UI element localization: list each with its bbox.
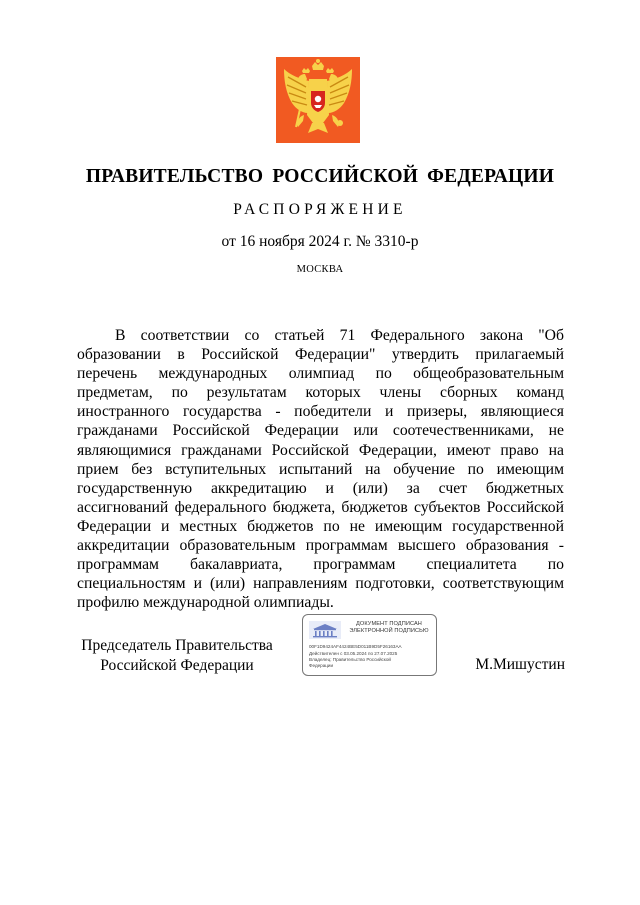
document-type: РАСПОРЯЖЕНИЕ	[233, 201, 407, 218]
stamp-owner-line-2: Федерации	[309, 663, 334, 668]
stamp-title-line-1: ДОКУМЕНТ ПОДПИСАН	[356, 621, 422, 627]
signatory-position-line-1: Председатель Правительства	[81, 637, 273, 654]
document-city: МОСКВА	[296, 264, 344, 275]
stamp-certificate-number: 00F1D9424AF4424BE5D011B9D5F26163AA	[309, 644, 402, 649]
signatory-position	[77, 636, 277, 676]
signatory-name: М.Мишустин	[475, 656, 565, 673]
government-title: ПРАВИТЕЛЬСТВО РОССИЙСКОЙ ФЕДЕРАЦИИ	[85, 166, 555, 187]
russian-coat-of-arms-icon	[276, 57, 360, 143]
stamp-validity-period: Действителен с 03.05.2024 по 27.07.2025	[309, 651, 398, 656]
stamp-title-line-2: ЭЛЕКТРОННОЙ ПОДПИСЬЮ	[349, 628, 429, 634]
electronic-signature-stamp	[302, 614, 437, 676]
stamp-title	[343, 621, 435, 635]
building-emblem-icon	[309, 621, 341, 639]
signatory-position-line-2: Российской Федерации	[100, 657, 254, 674]
order-body-paragraph: В соответствии со статьей 71 Федерального закона "Об образовании в Российской Федерации" утвердить прилагаемый перечень международных олимпиад по общеобразовательным предметам, по результатам которых члены сборных команд иностранного государства - победители и призеры, являющиеся гражданами Российской Федерации или соотечественниками, не являющимися гражданами Российской Федерации, имеют право на прием без вступительных испытаний на обучение по имеющим государственную аккредитацию и (или) за счет бюджетных ассигнований федерального бюджета, бюджетов субъектов Российской Федерации и местных бюджетов по не имеющим государственной аккредитации образовательным программам высшего образования - программам бакалавриата, программам специалитета по специальностям и (или) направлениям подготовки, соответствующим профилю международной олимпиады.	[77, 327, 564, 612]
stamp-owner-line-1: Владелец: Правительство Российской	[309, 657, 391, 662]
document-date-number: от 16 ноября 2024 г. № 3310-р	[221, 233, 419, 250]
